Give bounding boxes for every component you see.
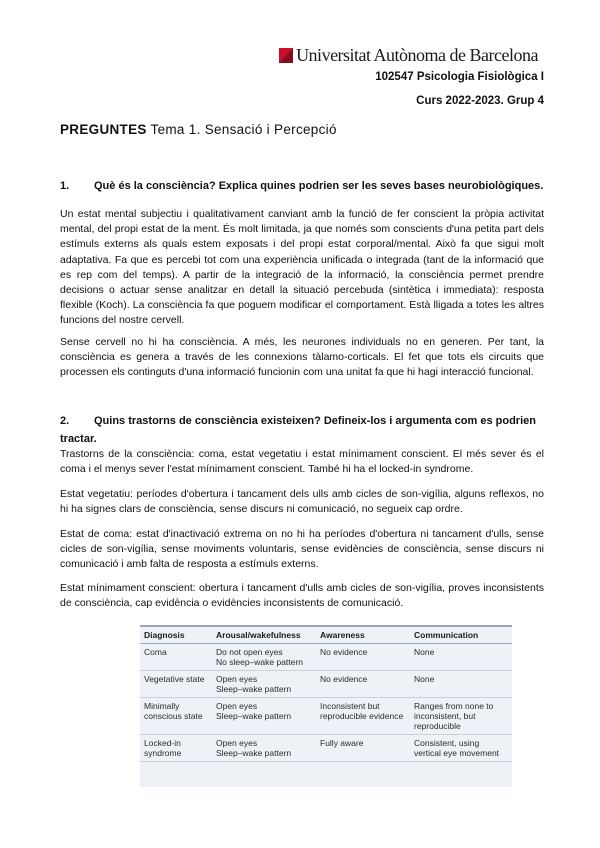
- title-rest: Tema 1. Sensació i Percepció: [146, 122, 337, 137]
- question-number: 1.: [60, 180, 70, 192]
- question-2: [60, 412, 544, 448]
- table-header-row: [140, 627, 512, 644]
- table-cell: Coma: [140, 644, 212, 671]
- table-header: Awareness: [316, 627, 410, 644]
- question-1: [60, 177, 544, 195]
- table-row: [140, 644, 512, 671]
- table-cell: Locked-in syndrome: [140, 735, 212, 762]
- table-cell: Minimally conscious state: [140, 698, 212, 735]
- table-cell: Do not open eyes No sleep–wake pattern: [212, 644, 316, 671]
- table-row: [140, 698, 512, 735]
- diagnosis-table: [140, 625, 512, 787]
- table-cell: Consistent, using vertical eye movement: [410, 735, 512, 762]
- table-cell: Ranges from none to inconsistent, but reproducible: [410, 698, 512, 735]
- table-cell: Fully aware: [316, 735, 410, 762]
- table-cell: No evidence: [316, 644, 410, 671]
- table-cell: None: [410, 671, 512, 698]
- table-cell: Open eyes Sleep–wake pattern: [212, 698, 316, 735]
- uab-logo-icon: [279, 48, 293, 63]
- table-cell: Inconsistent but reproducible evidence: [316, 698, 410, 735]
- table-cell: Vegetative state: [140, 671, 212, 698]
- table-cell: None: [410, 644, 512, 671]
- course-code: 102547 Psicologia Fisiològica I: [375, 71, 544, 83]
- answer-paragraph: Sense cervell no hi ha consciència. A més, les neurones individuals no en generen. Per tant, la consciència es genera a través de les connexions tàlamo-corticals. El fet que tots els circuits que processen els continguts d'una informació funcionin com una unitat fa que hi hagi interacció funcional.: [60, 336, 544, 379]
- table-cell: Open eyes Sleep–wake pattern: [212, 671, 316, 698]
- question-text: Quins trastorns de consciència existeixen? Defineix-los i argumenta com es podrien tractar.: [60, 415, 536, 445]
- page-title: [60, 122, 337, 137]
- question-text: Què és la consciència? Explica quines podrien ser les seves bases neurobiològiques.: [94, 180, 544, 192]
- table-header: Communication: [410, 627, 512, 644]
- table-cell: Open eyes Sleep–wake pattern: [212, 735, 316, 762]
- table-row: [140, 671, 512, 698]
- title-lead: PREGUNTES: [60, 122, 147, 137]
- university-name: Universitat Autònoma de Barcelona: [296, 45, 538, 65]
- answer-paragraph: Un estat mental subjectiu i qualitativament canviant amb la funció de fer conscient la pròpia activitat mental, del propi estat de la ment. És molt limitada, ja que només som conscients d'una petita part dels estímuls externs als quals estem exposats i del propi estat corporal/mental. Això fa que sigui molt adaptativa. Fa que es percebi tot com una experiència unificada o integrada (tant de la informació que es rep com del temps). A partir de la integració de la informació, la consciència permet prendre decisions o actuar sense analitzar en detall la situació percebuda (sintètica i immediata): resposta flexible (Koch). La consciència fa que poguem modificar el comportament. Està lligada a totes les altres funcions del nostre cervell.: [60, 208, 544, 327]
- answer-paragraph: Estat de coma: estat d'inactivació extrema on no hi ha períodes d'obertura ni tancament d'ulls, sense cicles de son-vigília, sense moviments voluntaris, sense evidències de consciència, sense discurs ni comunicació i amb falta de resposta a estímuls externs.: [60, 528, 544, 571]
- course-term: Curs 2022-2023. Grup 4: [416, 95, 544, 107]
- table-header: Diagnosis: [140, 627, 212, 644]
- table-header: Arousal/wakefulness: [212, 627, 316, 644]
- answer-paragraph: Estat vegetatiu: períodes d'obertura i tancament dels ulls amb cicles de son-vigília, alguns reflexos, no hi ha signes clars de consciència, sense discurs ni comunicació, no segueix cap ordre.: [60, 488, 544, 516]
- university-logo: [279, 45, 538, 66]
- table-row: [140, 735, 512, 762]
- question-number: 2.: [60, 415, 70, 427]
- table-cell: No evidence: [316, 671, 410, 698]
- answer-paragraph: Trastorns de la consciència: coma, estat vegetatiu i estat mínimament conscient. El més sever és el coma i el menys sever l'estat mínimament conscient. També hi ha el locked-in syndrome.: [60, 448, 544, 476]
- answer-paragraph: Estat mínimament conscient: obertura i tancament d'ulls amb cicles de son-vigília, proves inconsistents de consciència, cap evidència o evidències inconsistents de comunicació.: [60, 582, 544, 610]
